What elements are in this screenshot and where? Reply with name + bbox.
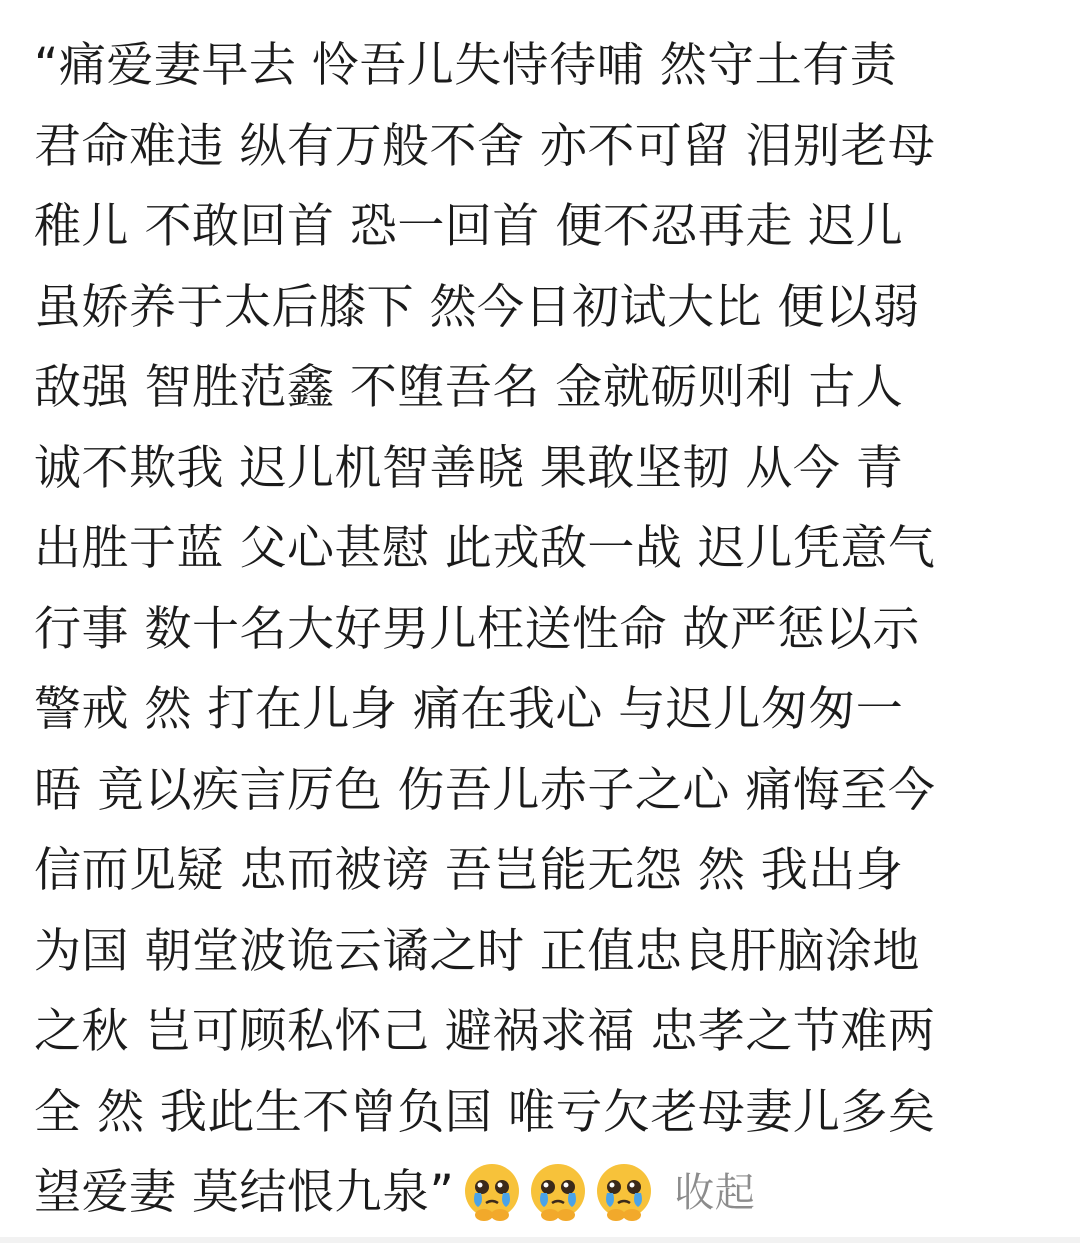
post-line: “痛爱妻早去 怜吾儿失恃待哺 然守土有责 [34, 38, 898, 93]
post-line: 君命难违 纵有万般不舍 亦不可留 泪别老母 [34, 118, 936, 174]
post-line: 全 然 我此生不曾负国 唯亏欠老母妻儿多矣 [34, 1084, 936, 1140]
pleading-face-with-tears-icon [526, 1161, 590, 1225]
post-line: 行事 数十名大好男儿枉送性命 故严惩以示 [34, 601, 920, 657]
pleading-face-with-tears-icon [460, 1161, 524, 1225]
emoji-group [460, 1161, 656, 1225]
post-line: 信而见疑 忠而被谤 吾岂能无怨 然 我出身 [34, 843, 904, 898]
post-line-last [34, 1153, 1054, 1234]
post-line: 稚儿 不敢回首 恐一回首 便不忍再走 迟儿 [34, 199, 904, 254]
post-line: 诚不欺我 迟儿机智善晓 果敢坚韧 从今 青 [34, 440, 904, 496]
post-line: 虽娇养于太后膝下 然今日初试大比 便以弱 [34, 279, 920, 335]
post-line: 之秋 岂可顾私怀己 避祸求福 忠孝之节难两 [34, 1004, 936, 1059]
post-line: 敌强 智胜范鑫 不堕吾名 金就砺则利 古人 [34, 360, 904, 415]
post-line: 晤 竟以疾言厉色 伤吾儿赤子之心 痛悔至今 [34, 762, 936, 818]
post-line: 警戒 然 打在儿身 痛在我心 与迟儿匆匆一 [34, 682, 904, 737]
post-line: 出胜于蓝 父心甚慰 此戎敌一战 迟儿凭意气 [34, 521, 936, 576]
post-line: 望爱妻 莫结恨九泉” [34, 1165, 455, 1220]
post-text [34, 26, 1054, 1234]
collapse-link[interactable]: 收起 [674, 1170, 756, 1216]
pleading-face-with-tears-icon [592, 1161, 656, 1225]
post-line: 为国 朝堂波诡云谲之时 正值忠良肝脑涂地 [34, 923, 920, 979]
bottom-divider [0, 1237, 1080, 1243]
